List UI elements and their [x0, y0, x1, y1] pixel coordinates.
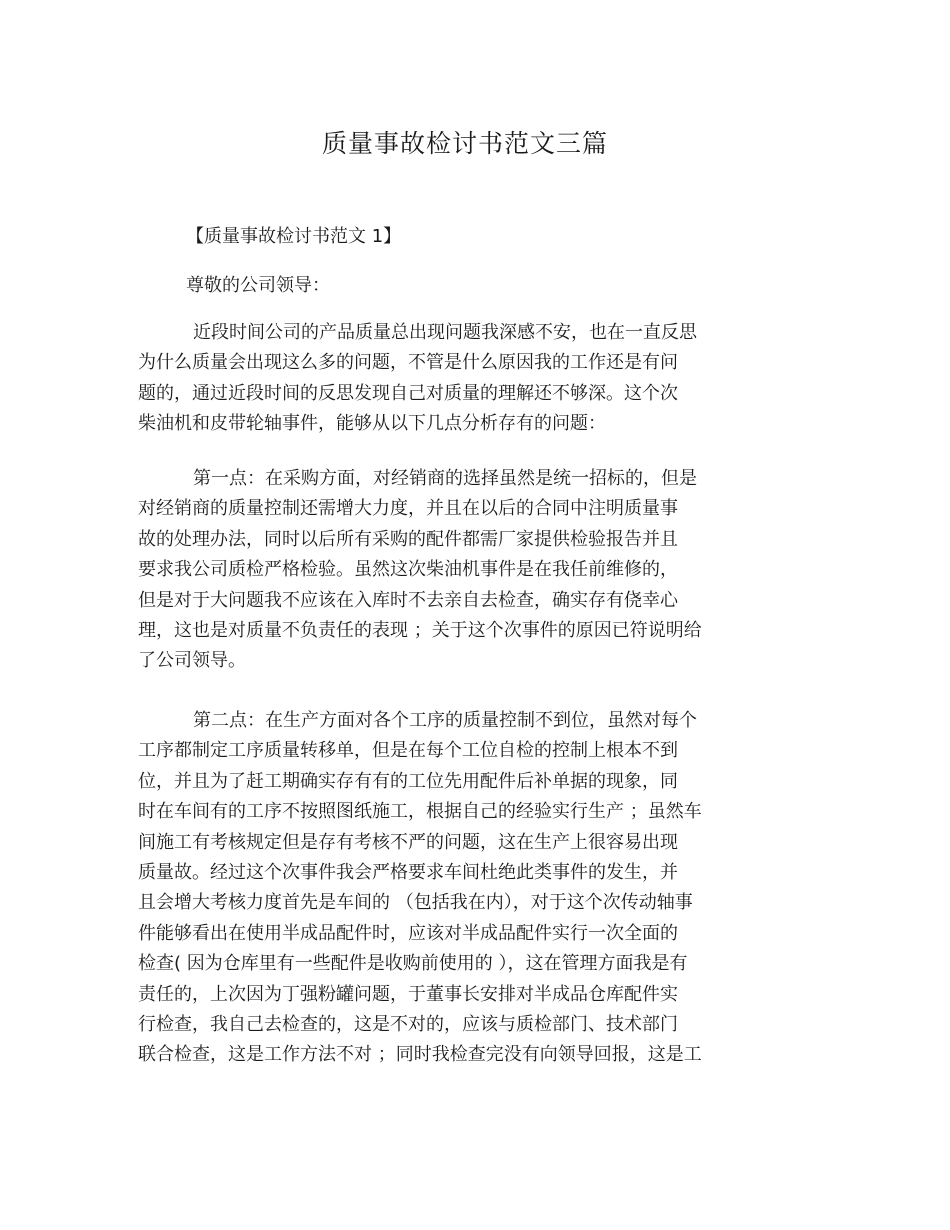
text-line: 检查( 因为仓库里有一些配件是收购前使用的 ），这在管理方面我是有 — [138, 953, 688, 975]
text-line: 第二点：在生产方面对各个工序的质量控制不到位，虽然对每个 — [193, 710, 697, 731]
text-line: 联合检查，这是工作方法不对 ；同时我检查完没有向领导回报，这是工 — [138, 1044, 702, 1066]
text-line: 第一点：在采购方面，对经销商的选择虽然是统一招标的，但是 — [193, 468, 697, 489]
text-line: 近段时间公司的产品质量总出现问题我深感不安，也在一直反思 — [193, 322, 697, 343]
text-line: 行检查，我自己去检查的，这是不对的，应该与质检部门、技术部门 — [138, 1014, 678, 1036]
salutation: 尊敬的公司领导： — [186, 275, 330, 296]
text-line: 时在车间有的工序不按照图纸施工，根据自己的经验实行生产 ；虽然车 — [138, 801, 702, 823]
text-line: 件能够看出在使用半成品配件时，应该对半成品配件实行一次全面的 — [138, 922, 678, 944]
section-heading: 【质量事故检讨书范文 1】 — [186, 226, 402, 247]
text-line: 柴油机和皮带轮轴事件，能够从以下几点分析存有的问题： — [138, 413, 606, 435]
text-line: 要求我公司质检严格检验。虽然这次柴油机事件是在我任前维修的， — [138, 559, 678, 581]
text-line: 责任的，上次因为丁强粉罐问题，于董事长安排对半成品仓库配件实 — [138, 983, 678, 1005]
text-line: 了公司领导。 — [138, 650, 246, 672]
paragraph-2 — [138, 464, 818, 677]
text-line: 质量故。经过这个次事件我会严格要求车间杜绝此类事件的发生，并 — [138, 862, 678, 884]
text-line: 位，并且为了赶工期确实存有有的工位先用配件后补单据的现象，同 — [138, 770, 678, 792]
document-title: 质量事故检讨书范文三篇 — [321, 129, 608, 158]
text-line: 对经销商的质量控制还需增大力度，并且在以后的合同中注明质量事 — [138, 498, 678, 520]
text-line: 间施工有考核规定但是存有考核不严的问题，这在生产上很容易出现 — [138, 831, 678, 853]
text-line: 题的，通过近段时间的反思发现自己对质量的理解还不够深。这个次 — [138, 382, 678, 404]
text-line: 为什么质量会出现这么多的问题，不管是什么原因我的工作还是有问 — [138, 352, 678, 374]
paragraph-1 — [138, 318, 818, 440]
text-line: 工序都制定工序质量转移单，但是在每个工位自检的控制上根本不到 — [138, 740, 678, 762]
text-line: 但是对于大问题我不应该在入库时不去亲自去检查，确实存有侥幸心 — [138, 589, 678, 611]
text-line: 故的处理办法，同时以后所有采购的配件都需厂家提供检验报告并且 — [138, 528, 678, 550]
text-line: 理，这也是对质量不负责任的表现 ；关于这个次事件的原因已符说明给 — [138, 620, 702, 642]
paragraph-3 — [138, 706, 818, 1071]
text-line: 且会增大考核力度首先是车间的 （包括我在内），对于这个次传动轴事 — [138, 892, 693, 914]
